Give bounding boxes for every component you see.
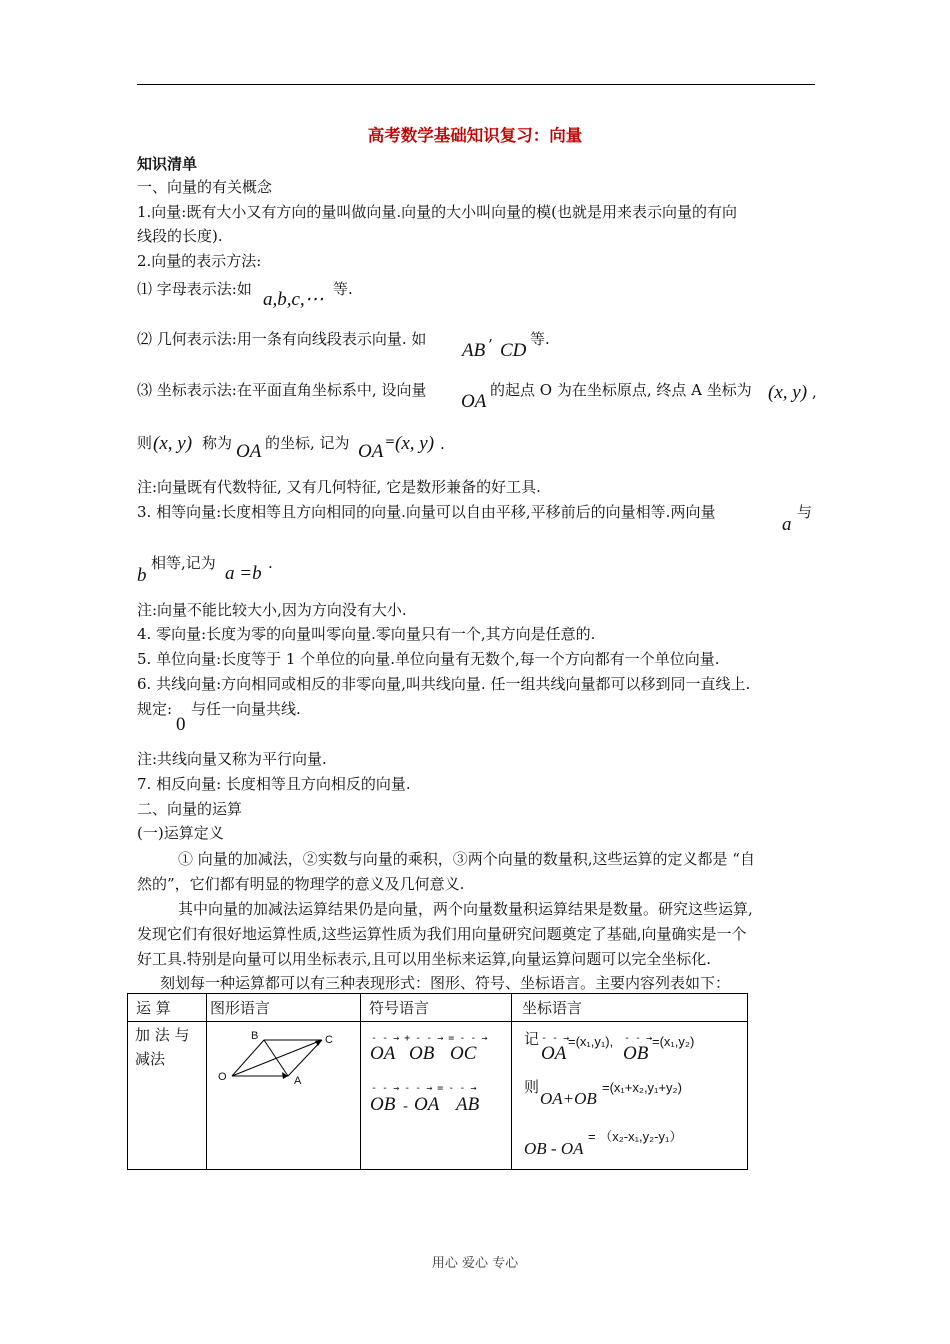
coord-ji: 记 [524, 1030, 540, 1048]
math-oa-1: OA [461, 391, 487, 412]
note-3: 注:共线向量又称为平行向量. [137, 750, 327, 768]
math-a-eq-b: a =b [225, 563, 262, 584]
math-oa-3: OA [358, 441, 384, 462]
arrowhead-c [315, 1040, 322, 1046]
sym-oa: OA [370, 1043, 396, 1064]
p3-line1: 3. 相等向量:长度相等且方向相同的向量.向量可以自由平移,平移前后的向量相等.两向量 [137, 503, 716, 521]
sym-arrows-1: - - → + - - → = - - → [371, 1033, 487, 1044]
p2-2-label: ⑵ 几何表示法:用一条有向线段表示向量. 如 [137, 330, 427, 348]
sym-arrows-2: - - → - - → = - - → [371, 1083, 476, 1094]
part2-heading: 二、向量的运算 [137, 800, 243, 818]
sym-ab: AB [456, 1094, 480, 1115]
p1-line1: 1.向量:既有大小又有方向的量叫做向量.向量的大小叫向量的模(也就是用来表示向量的有向 [137, 203, 737, 221]
para2-line1: 其中向量的加减法运算结果仍是向量，两个向量数量积运算结果是数量。研究这些运算, [178, 900, 753, 918]
math-ab: AB [462, 340, 486, 361]
diagonal-ba [264, 1040, 288, 1076]
p6-rule-end: 与任一向量共线. [191, 700, 301, 718]
fig-label-c: C [325, 1034, 333, 1046]
para2-line2: 发现它们有很好地运算性质,这些运算性质为我们用向量研究问题奠定了基础,向量确实是一个 [137, 925, 747, 943]
coord-sum-value: =(x₁+x₂,y₁+y₂) [602, 1080, 682, 1095]
p3-yu: 与 [797, 503, 813, 521]
sym-ob-2: OB [370, 1094, 396, 1115]
para1-line1: ① 向量的加减法，②实数与向量的乘积，③两个向量的数量积,这些运算的定义都是 “自 [178, 850, 755, 868]
math-abc: a,b,c,⋯ [263, 289, 324, 310]
p1-line2: 线段的长度). [137, 227, 223, 245]
coord-ze: 则 [524, 1078, 540, 1096]
coord-ob: OB [623, 1043, 649, 1064]
math-b: b [137, 565, 147, 586]
p2-1-end: 等. [333, 280, 353, 298]
section-heading: 知识清单 [137, 155, 198, 173]
p7: 7. 相反向量: 长度相等且方向相反的向量. [137, 775, 411, 793]
p2-3-text-c: 则 [137, 434, 153, 452]
table-header-cell: 图形语言 [207, 994, 361, 1022]
p3-line2: 相等,记为 [151, 554, 216, 572]
sub1-heading: (一)运算定义 [137, 824, 224, 842]
page-title: 高考数学基础知识复习：向量 [367, 126, 583, 145]
row-label-line1: 加 法 与 [135, 1026, 190, 1044]
p2-heading: 2.向量的表示方法: [137, 252, 262, 270]
coord-oa: OA [541, 1043, 567, 1064]
p2-3-text-b: 的起点 O 为在坐标原点, 终点 A 坐标为 [490, 381, 752, 399]
page-footer: 用心 爱心 专心 [431, 1256, 519, 1271]
coord-diff-value: = （x₂-x₁,y₂-y₁） [588, 1129, 683, 1144]
sym-oa-2: OA [414, 1094, 440, 1115]
sym-oc: OC [450, 1043, 477, 1064]
p2-1-label: ⑴ 字母表示法:如 [137, 280, 252, 298]
sym-minus: - [403, 1097, 409, 1115]
sym-ob: OB [409, 1043, 435, 1064]
p6-line1: 6. 共线向量:方向相同或相反的非零向量,叫共线向量. 任一组共线向量都可以移到同一直线上. [137, 675, 751, 693]
coord-oa-value: =(x₁,y₁), [568, 1034, 614, 1049]
para2-line3: 好工具.特别是向量可以用坐标表示,且可以用坐标来运算,向量运算问题可以完全坐标化. [137, 950, 712, 968]
table-header-cell: 运 算 [128, 994, 207, 1022]
coord-ob-value: =(x₁,y₂) [652, 1034, 695, 1049]
note-2: 注:向量不能比较大小,因为方向没有大小. [137, 601, 407, 619]
fig-label-o: O [218, 1071, 227, 1083]
table-header-cell: 坐标语言 [512, 994, 748, 1022]
math-oa-2: OA [236, 441, 262, 462]
coord-diff-lhs: OB - OA [524, 1139, 584, 1158]
equals-1: = [385, 434, 396, 448]
coord-arrow-1: - - → [541, 1033, 569, 1044]
p5: 5. 单位向量:长度等于 1 个单位的向量.单位向量有无数个,每一个方向都有一个单位向量. [137, 650, 720, 668]
coord-sum-lhs: OA+OB [540, 1089, 597, 1108]
comma-1: , [812, 383, 817, 401]
math-cd: CD [500, 340, 527, 361]
diagonal-oc [232, 1040, 322, 1076]
coord-arrow-2: - - → [624, 1033, 652, 1044]
period-1: . [440, 435, 445, 453]
edge-ob [232, 1040, 264, 1076]
fig-label-a: A [294, 1075, 302, 1087]
math-xy-1: (x, y) [768, 382, 808, 403]
math-a: a [782, 514, 792, 535]
math-xy-2: (x, y) [153, 433, 193, 454]
p4: 4. 零向量:长度为零的向量叫零向量.零向量只有一个,其方向是任意的. [137, 625, 596, 643]
p6-rule: 规定: [137, 700, 173, 718]
para1-line2: 然的”，它们都有明显的物理学的意义及几何意义. [137, 875, 465, 893]
math-sep: ’ [488, 336, 493, 354]
p2-3-text-d: 称为 [202, 434, 233, 452]
arrowhead-a [282, 1072, 288, 1079]
row-label-line2: 减法 [135, 1050, 166, 1068]
edge-ac [288, 1040, 322, 1076]
part1-heading: 一、向量的有关概念 [137, 178, 273, 196]
fig-label-b: B [251, 1030, 259, 1042]
math-xy-3: (x, y) [395, 433, 435, 454]
p2-3-text-a: ⑶ 坐标表示法:在平面直角坐标系中, 设向量 [137, 381, 427, 399]
para3: 刻划每一种运算都可以有三种表现形式：图形、符号、坐标语言。主要内容列表如下： [160, 974, 731, 992]
p3-dot: · [268, 558, 273, 576]
table-header-cell: 符号语言 [361, 994, 512, 1022]
p2-2-end: 等. [530, 330, 550, 348]
math-zero: 0 [176, 714, 186, 735]
p2-3-text-e: 的坐标, 记为 [265, 434, 350, 452]
note-1: 注:向量既有代数特征, 又有几何特征, 它是数形兼备的好工具. [137, 478, 541, 496]
